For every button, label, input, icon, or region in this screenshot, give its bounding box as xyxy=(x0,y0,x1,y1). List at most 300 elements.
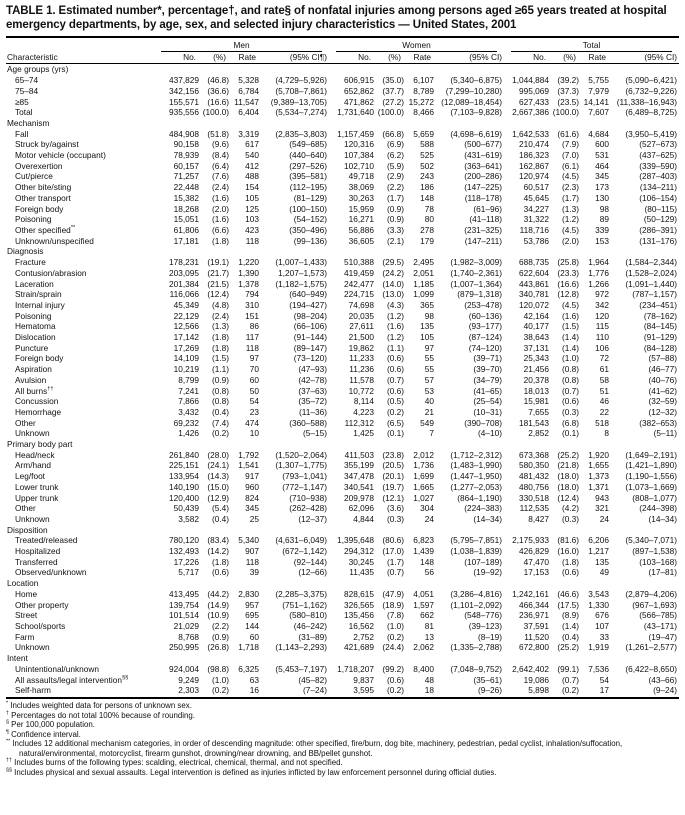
men-no-cell: 15,051 xyxy=(173,214,199,225)
table-row xyxy=(6,460,679,471)
men-ci-cell: (772–1,147) xyxy=(282,481,328,492)
total-no-cell: 2,175,933 xyxy=(512,535,550,546)
total-ci-cell: (2,879–4,206) xyxy=(625,588,678,599)
row-label: Poisoning xyxy=(15,214,52,225)
men-rate-cell: 6,325 xyxy=(238,663,259,674)
men-rate-cell: 794 xyxy=(245,289,259,300)
women-rate-cell: 2,051 xyxy=(413,267,435,278)
total-rate-header: Rate xyxy=(582,52,612,64)
characteristic-header: Characteristic xyxy=(6,52,154,64)
women-rate-cell: 53 xyxy=(424,385,435,396)
men-pct-cell: (0.4) xyxy=(211,513,229,524)
total-no-cell: 181,543 xyxy=(519,417,550,428)
women-pct-cell: (0.1) xyxy=(386,428,405,439)
total-rate-cell: 72 xyxy=(599,353,610,364)
total-ci-cell: (9–24) xyxy=(612,685,679,698)
women-rate-cell: 1,665 xyxy=(413,481,435,492)
total-ci-cell: (11,338–16,943) xyxy=(616,96,678,107)
women-ci-cell: (1,447–1,950) xyxy=(450,471,503,482)
men-ci-cell: (5,534–7,274) xyxy=(275,107,328,118)
men-pct-cell: (14.2) xyxy=(207,546,229,557)
total-no-cell: 17,153 xyxy=(523,567,550,578)
women-no-cell: 347,478 xyxy=(344,471,375,482)
footnote: § Per 100,000 population. xyxy=(6,719,95,730)
table-row xyxy=(6,321,679,332)
women-no-cell: 16,271 xyxy=(348,214,375,225)
table-row xyxy=(6,343,679,354)
men-ci-cell: (31–89) xyxy=(298,631,328,642)
row-label: Aspiration xyxy=(15,364,52,375)
women-pct-cell: (23.8) xyxy=(382,449,405,460)
women-pct-cell: (20.5) xyxy=(382,460,405,471)
men-pct-cell: (21.7) xyxy=(207,267,229,278)
total-ci-cell: (382–653) xyxy=(639,417,678,428)
women-pct-cell: (1.0) xyxy=(386,621,405,631)
total-no-cell: 480,756 xyxy=(519,481,550,492)
men-no-cell: 201,384 xyxy=(169,278,199,289)
women-no-cell: 1,395,648 xyxy=(337,535,375,546)
women-no-cell: 30,263 xyxy=(348,192,375,203)
total-no-cell: 673,368 xyxy=(519,449,550,460)
men-rate-cell: 695 xyxy=(245,610,259,621)
footnotes xyxy=(6,701,679,778)
women-pct-cell: (0.3) xyxy=(386,513,405,524)
row-label: Street xyxy=(15,610,38,621)
men-no-cell: 17,226 xyxy=(173,556,199,567)
row-label: Lower trunk xyxy=(15,481,59,492)
footnote-marker: §§ xyxy=(6,767,12,774)
total-pct-cell: (18.0) xyxy=(557,471,580,482)
women-pct-cell: (6.5) xyxy=(386,417,405,428)
men-rate-cell: 1,792 xyxy=(238,449,259,460)
men-no-cell: 132,493 xyxy=(169,546,199,557)
men-pct-cell: (26.8) xyxy=(207,642,229,653)
total-pct-cell: (12.4) xyxy=(557,492,580,503)
women-ci-cell: (25–54) xyxy=(473,396,503,407)
women-ci-cell: (231–325) xyxy=(464,224,503,235)
women-no-cell: 224,715 xyxy=(344,289,375,300)
women-ci-cell: (200–286) xyxy=(464,171,503,182)
women-rate-cell: 78 xyxy=(424,203,435,214)
total-rate-cell: 4,684 xyxy=(588,128,610,139)
women-ci-cell: (224–383) xyxy=(464,503,503,514)
women-rate-cell: 24 xyxy=(424,513,435,524)
total-pct-cell: (0.3) xyxy=(561,406,580,417)
total-pct-cell: (39.2) xyxy=(557,75,580,86)
men-rate-cell: 39 xyxy=(249,567,259,578)
total-ci-cell: (566–785) xyxy=(639,610,678,621)
footnote-marker: ** xyxy=(70,225,76,232)
footnote: †† Includes burns of the following types: scalding, electrical, chemical, thermal, and not specified. xyxy=(6,757,343,768)
total-rate-cell: 24 xyxy=(599,513,610,524)
women-rate-cell: 186 xyxy=(420,182,435,193)
men-ci-cell: (42–78) xyxy=(298,374,328,385)
men-rate-cell: 16 xyxy=(232,685,262,698)
men-pct-cell: (1.1) xyxy=(211,364,229,375)
total-pct-cell: (25.8) xyxy=(557,257,580,268)
men-no-cell: 484,908 xyxy=(169,128,199,139)
total-no-cell: 162,867 xyxy=(519,160,550,171)
total-no-cell: 481,432 xyxy=(519,471,550,482)
total-ci-cell: (12–32) xyxy=(648,406,678,417)
table-row xyxy=(6,204,679,215)
men-pct-cell: (0.2) xyxy=(211,428,229,439)
total-ci-cell: (41–62) xyxy=(648,385,678,396)
table-row xyxy=(6,107,679,118)
total-ci-cell: (134–211) xyxy=(639,182,678,193)
women-no-cell: 107,384 xyxy=(344,150,375,161)
women-rate-cell: 179 xyxy=(420,235,435,246)
men-pct-cell: (1.5) xyxy=(211,353,229,364)
men-pct-cell: (44.2) xyxy=(207,588,229,599)
women-rate-header: Rate xyxy=(407,52,437,64)
women-pct-cell: (29.5) xyxy=(382,257,405,268)
total-ci-cell: (84–128) xyxy=(643,342,678,353)
total-no-cell: 118,716 xyxy=(519,224,550,235)
men-ci-cell: (12–66) xyxy=(298,567,328,578)
men-pct-header: (%) xyxy=(202,52,232,64)
women-rate-cell: 5,659 xyxy=(413,128,435,139)
row-label: Other xyxy=(15,503,36,514)
men-pct-cell: (0.8) xyxy=(211,385,229,396)
men-rate-cell: 70 xyxy=(249,364,259,375)
men-no-cell: 1,426 xyxy=(178,428,199,439)
total-rate-cell: 61 xyxy=(599,364,610,375)
women-pct-cell: (100.0) xyxy=(377,107,405,118)
table-row xyxy=(6,396,679,407)
women-ci-cell: (39–123) xyxy=(468,621,503,631)
women-rate-cell: 55 xyxy=(424,364,435,375)
row-label: Self-harm xyxy=(6,685,154,698)
men-no-cell: 7,866 xyxy=(178,396,199,407)
total-ci-cell: (3,950–5,419) xyxy=(625,128,678,139)
section-label: Diagnosis xyxy=(7,246,44,257)
total-pct-cell: (23.3) xyxy=(557,267,580,278)
men-no-cell: 139,754 xyxy=(169,599,199,610)
total-ci-cell: (6,422–8,650) xyxy=(625,663,678,674)
total-ci-cell: (40–76) xyxy=(648,374,678,385)
women-no-cell: 16,562 xyxy=(348,621,375,631)
men-ci-cell: (98–204) xyxy=(293,310,328,321)
women-rate-cell: 97 xyxy=(424,342,435,353)
women-pct-cell: (6.2) xyxy=(386,150,405,161)
men-pct-cell: (6.4) xyxy=(211,160,229,171)
women-pct-cell: (4.3) xyxy=(386,299,405,310)
table-title: TABLE 1. Estimated number*, percentage†, and rate§ of nonfatal injuries among persons aged ≥65 years treated at hospital emergency departments, by age, sex, and selected injury characteristics — United States, 2001 xyxy=(6,5,667,32)
total-ci-cell: (244–398) xyxy=(639,503,678,514)
row-label: Hemorrhage xyxy=(15,406,62,417)
men-rate-cell: 6,404 xyxy=(238,107,259,118)
men-ci-cell: (549–685) xyxy=(289,139,328,150)
row-label: Head/neck xyxy=(15,449,55,460)
table-row xyxy=(6,514,679,525)
total-ci-cell: (50–129) xyxy=(643,214,678,225)
women-rate-cell: 525 xyxy=(420,150,435,161)
men-ci-cell: (4,729–5,926) xyxy=(275,75,328,86)
total-no-cell: 11,520 xyxy=(524,631,550,642)
total-rate-cell: 464 xyxy=(595,160,610,171)
women-ci-cell: (1,982–3,009) xyxy=(450,257,503,268)
women-ci-cell: (9–26) xyxy=(437,685,504,698)
total-ci-cell: (1,190–1,556) xyxy=(625,471,678,482)
women-rate-cell: 1,099 xyxy=(413,289,435,300)
table-row xyxy=(6,567,679,578)
women-pct-cell: (6.9) xyxy=(386,139,405,150)
men-rate-cell: 917 xyxy=(245,471,259,482)
men-rate-cell: 957 xyxy=(245,599,259,610)
table-row xyxy=(6,503,679,514)
men-rate-cell: 105 xyxy=(245,192,259,203)
total-ci-cell: (19–47) xyxy=(648,631,678,642)
total-pct-cell: (0.7) xyxy=(561,385,580,396)
women-no-cell: 1,157,459 xyxy=(337,128,375,139)
total-ci-cell: (5–11) xyxy=(653,428,678,439)
total-rate-cell: 1,373 xyxy=(588,471,610,482)
total-pct-cell: (0.8) xyxy=(561,374,580,385)
women-no-cell: 49,718 xyxy=(348,171,375,182)
table-row xyxy=(6,193,679,204)
men-ci-cell: (35–72) xyxy=(298,396,328,407)
total-no-cell: 40,177 xyxy=(523,321,550,332)
women-pct-cell: (2.9) xyxy=(386,171,405,182)
women-no-cell: 471,862 xyxy=(344,96,375,107)
total-ci-cell: (1,261–2,577) xyxy=(625,642,678,653)
total-pct-cell: (100.0) xyxy=(552,107,580,118)
women-rate-cell: 549 xyxy=(420,417,435,428)
men-no-cell: 342,156 xyxy=(169,85,199,96)
women-pct-cell: (0.9) xyxy=(386,214,405,225)
women-rate-cell: 588 xyxy=(420,139,435,150)
women-no-cell: 56,886 xyxy=(348,224,375,235)
total-ci-cell: (14–34) xyxy=(648,513,678,524)
men-pct-cell: (0.9) xyxy=(211,631,229,642)
section-label: Intent xyxy=(7,653,28,664)
women-ci-cell: (864–1,190) xyxy=(457,492,503,503)
total-no-cell: 1,642,533 xyxy=(512,128,550,139)
women-no-cell: 340,541 xyxy=(344,481,375,492)
women-no-cell: 74,698 xyxy=(348,299,375,310)
women-no-cell: 355,199 xyxy=(344,460,375,471)
table-row xyxy=(6,268,679,279)
women-no-cell: 652,862 xyxy=(344,85,375,96)
table-row xyxy=(6,257,679,268)
total-rate-cell: 17 xyxy=(582,685,612,698)
total-rate-cell: 98 xyxy=(599,203,610,214)
men-no-cell: 935,556 xyxy=(169,107,199,118)
table-row xyxy=(6,225,679,236)
women-ci-cell: (147–211) xyxy=(464,235,503,246)
men-no-cell: 69,232 xyxy=(173,417,199,428)
women-pct-cell: (0.2) xyxy=(386,406,405,417)
total-pct-cell: (1.6) xyxy=(561,310,580,321)
women-rate-cell: 7 xyxy=(429,428,435,439)
men-no-cell: 61,806 xyxy=(173,224,199,235)
row-label: Total xyxy=(15,107,33,118)
women-ci-cell: (1,483–1,990) xyxy=(450,460,503,471)
women-ci-cell: (363–641) xyxy=(464,160,503,171)
women-no-cell: 11,236 xyxy=(349,364,375,375)
men-rate-cell: 60 xyxy=(249,374,259,385)
women-no-cell: 9,837 xyxy=(353,674,375,685)
men-rate-cell: 1,220 xyxy=(238,257,259,268)
table-row xyxy=(6,214,679,225)
men-rate-cell: 3,319 xyxy=(238,128,259,139)
total-no-cell: 8,427 xyxy=(528,513,550,524)
women-no-cell: 419,459 xyxy=(344,267,375,278)
table-row xyxy=(6,129,679,140)
men-pct-cell: (1.6) xyxy=(211,214,229,225)
men-rate-cell: 60 xyxy=(249,631,259,642)
table-row xyxy=(6,236,679,247)
men-rate-cell: 1,718 xyxy=(238,642,259,653)
men-ci-cell: (91–144) xyxy=(293,332,328,343)
women-ci-cell: (390–708) xyxy=(464,417,503,428)
women-pct-cell: (7.8) xyxy=(386,610,405,621)
men-rate-header: Rate xyxy=(232,52,262,64)
footnote-marker: ¶ xyxy=(6,729,9,736)
men-pct-cell: (51.8) xyxy=(207,128,229,139)
women-pct-cell: (0.7) xyxy=(386,567,405,578)
total-rate-cell: 8 xyxy=(604,428,610,439)
women-pct-cell: (0.6) xyxy=(386,364,405,375)
total-ci-cell: (967–1,693) xyxy=(632,599,678,610)
men-pct-cell: (1.3) xyxy=(211,321,229,332)
men-rate-cell: 86 xyxy=(249,321,259,332)
women-rate-cell: 243 xyxy=(420,171,435,182)
total-ci-cell: (1,421–1,890) xyxy=(625,460,678,471)
women-no-cell: 10,772 xyxy=(348,385,375,396)
women-pct-cell: (1.2) xyxy=(386,332,405,343)
total-pct-cell: (4.5) xyxy=(561,299,580,310)
men-pct-cell: (6.6) xyxy=(211,224,229,235)
total-no-cell: 2,667,386 xyxy=(512,107,550,118)
table-row xyxy=(6,535,679,546)
total-pct-cell: (1.0) xyxy=(561,353,580,364)
total-pct-cell: (0.6) xyxy=(561,567,580,578)
total-rate-cell: 54 xyxy=(599,674,610,685)
men-ci-cell: (350–496) xyxy=(289,224,328,235)
total-pct-cell: (1.8) xyxy=(561,556,580,567)
total-rate-cell: 345 xyxy=(595,171,610,182)
men-rate-cell: 6,784 xyxy=(238,85,259,96)
total-pct-cell: (1.4) xyxy=(561,332,580,343)
women-pct-cell: (18.9) xyxy=(382,599,405,610)
men-no-cell: 2,303 xyxy=(154,685,202,698)
men-ci-cell: (54–152) xyxy=(293,214,328,225)
footnote-marker: † xyxy=(6,709,9,716)
women-rate-cell: 55 xyxy=(424,353,435,364)
total-rate-cell: 120 xyxy=(595,310,610,321)
table-row xyxy=(6,289,679,300)
women-pct-cell: (1.6) xyxy=(386,321,405,332)
footnote-marker: §§ xyxy=(122,674,129,681)
total-no-cell: 38,643 xyxy=(523,332,550,343)
men-rate-cell: 50 xyxy=(249,385,259,396)
women-ci-cell: (8–19) xyxy=(478,631,503,642)
row-label: Hematoma xyxy=(15,321,56,332)
total-pct-cell: (18.0) xyxy=(557,481,580,492)
women-rate-cell: 135 xyxy=(420,321,435,332)
row-label: Concussion xyxy=(15,396,59,407)
women-pct-cell: (14.0) xyxy=(382,278,405,289)
total-no-cell: 340,781 xyxy=(519,289,550,300)
men-rate-cell: 540 xyxy=(245,150,259,161)
men-pct-cell: (12.4) xyxy=(207,289,229,300)
men-no-cell: 21,029 xyxy=(173,621,199,631)
women-ci-cell: (147–225) xyxy=(464,182,503,193)
men-pct-cell: (2.0) xyxy=(211,203,229,214)
women-ci-cell: (39–70) xyxy=(473,364,503,375)
table-row xyxy=(6,353,679,364)
men-no-cell: 71,257 xyxy=(173,171,199,182)
row-label: Cut/pierce xyxy=(15,171,53,182)
men-rate-cell: 412 xyxy=(245,160,259,171)
men-pct-cell: (10.9) xyxy=(207,610,229,621)
total-rate-cell: 51 xyxy=(599,385,610,396)
men-pct-cell: (1.8) xyxy=(211,235,229,246)
women-ci-cell: (1,007–1,364) xyxy=(450,278,503,289)
men-ci-cell: (7–24) xyxy=(262,685,329,698)
total-pct-cell: (7.0) xyxy=(561,150,580,161)
women-no-cell: 102,710 xyxy=(344,160,375,171)
total-rate-cell: 1,920 xyxy=(588,449,610,460)
men-rate-cell: 118 xyxy=(245,235,259,246)
women-ci-cell: (4–10) xyxy=(478,428,503,439)
women-rate-cell: 365 xyxy=(420,299,435,310)
women-rate-cell: 40 xyxy=(424,396,435,407)
total-no-cell: 21,456 xyxy=(523,364,550,375)
women-rate-cell: 8,789 xyxy=(413,85,435,96)
men-pct-cell: (16.6) xyxy=(207,96,229,107)
men-pct-cell: (14.9) xyxy=(207,599,229,610)
men-pct-cell: (19.1) xyxy=(207,257,229,268)
women-no-cell: 4,844 xyxy=(353,513,375,524)
group-header-men xyxy=(154,37,329,52)
men-pct-cell: (2.4) xyxy=(211,310,229,321)
women-ci-cell: (1,277–2,053) xyxy=(450,481,503,492)
total-rate-cell: 130 xyxy=(595,192,610,203)
men-no-cell: 12,566 xyxy=(173,321,199,332)
row-label: 75–84 xyxy=(15,85,39,96)
row-label: Overexertion xyxy=(15,160,63,171)
section-label: Location xyxy=(7,578,39,589)
women-pct-cell: (80.6) xyxy=(382,535,405,546)
men-pct-cell: (28.0) xyxy=(207,449,229,460)
injury-table xyxy=(6,36,679,699)
total-rate-cell: 153 xyxy=(595,235,610,246)
total-ci-cell: (84–145) xyxy=(643,321,678,332)
total-pct-cell: (1.7) xyxy=(561,192,580,203)
women-ci-cell: (19–92) xyxy=(473,567,503,578)
table-row xyxy=(6,482,679,493)
total-rate-cell: 107 xyxy=(595,621,610,631)
men-ci-cell: (5,708–7,861) xyxy=(275,85,328,96)
table-row xyxy=(6,97,679,108)
men-rate-cell: 25 xyxy=(249,513,259,524)
total-ci-cell: (103–168) xyxy=(639,556,678,567)
total-rate-cell: 89 xyxy=(599,214,610,225)
corner-cell xyxy=(6,37,154,52)
men-ci-cell: (1,307–1,775) xyxy=(275,460,328,471)
table-row xyxy=(6,418,679,429)
table-row xyxy=(6,86,679,97)
men-no-cell: 780,120 xyxy=(169,535,199,546)
men-ci-cell: (9,389–13,705) xyxy=(270,96,328,107)
men-ci-cell: (81–129) xyxy=(293,192,328,203)
total-pct-cell: (37.3) xyxy=(557,85,580,96)
men-pct-cell: (9.6) xyxy=(211,139,229,150)
women-ci-cell: (10–31) xyxy=(473,406,503,417)
